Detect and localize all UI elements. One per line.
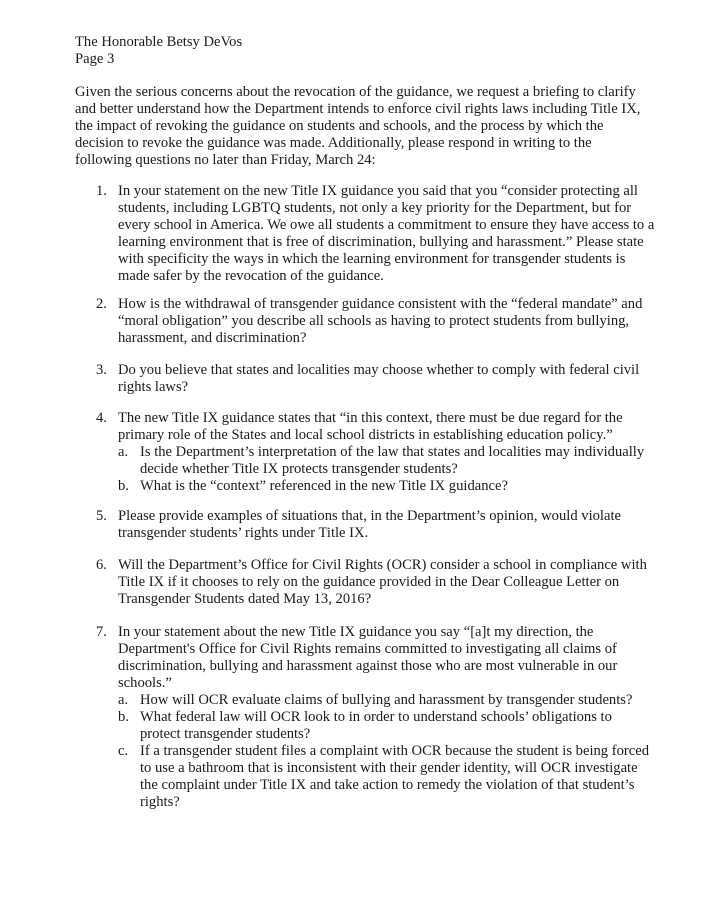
question-text: Do you believe that states and localities may choose whether to comply with federal civil rights laws? bbox=[118, 362, 640, 395]
question-number: 7. bbox=[96, 624, 107, 640]
question-text: How is the withdrawal of transgender guidance consistent with the “federal mandate” and “moral obligation” you describe all schools as having to protect students from bullying, harassment, and discrimination? bbox=[118, 296, 643, 346]
question-number: 5. bbox=[96, 508, 107, 524]
question-5 bbox=[96, 508, 656, 542]
subquestion-text: What federal law will OCR look to in order to understand schools’ obligations to protect transgender students? bbox=[140, 709, 612, 742]
subquestion-letter: b. bbox=[118, 478, 129, 494]
subquestion-7c bbox=[118, 743, 656, 811]
subquestion-4a bbox=[118, 444, 656, 478]
subquestion-letter: a. bbox=[118, 692, 129, 708]
letter-header bbox=[75, 34, 242, 68]
subquestion-text: How will OCR evaluate claims of bullying and harassment by transgender students? bbox=[140, 692, 633, 708]
question-6 bbox=[96, 557, 656, 608]
question-4 bbox=[96, 410, 656, 495]
subquestion-text: If a transgender student files a complaint with OCR because the student is being forced to use a bathroom that is inconsistent with their gender identity, will OCR investigate the complaint under Title IX and take action to remedy the violation of that student’s rights? bbox=[140, 743, 650, 810]
question-text: In your statement about the new Title IX guidance you say “[a]t my direction, the Department's Office for Civil Rights remains committed to investigating all claims of discrimination, bullying and harassment against those who are most vulnerable in our schools.” bbox=[118, 624, 618, 691]
recipient-line: The Honorable Betsy DeVos bbox=[75, 34, 243, 50]
subquestion-letter: c. bbox=[118, 743, 129, 759]
question-number: 4. bbox=[96, 410, 107, 426]
subquestion-letter: a. bbox=[118, 444, 129, 460]
question-text: In your statement on the new Title IX guidance you said that you “consider protecting all students, including LGBTQ students, not only a key priority for the Department, but for every school in America. We owe all students a commitment to ensure they have access to a learning environment that is free of discrimination, bullying and harassment.” Please state with specificity the ways in which the learning environment for transgender students is made safer by the revocation of the guidance. bbox=[118, 183, 655, 284]
question-2 bbox=[96, 296, 656, 347]
subquestion-4b bbox=[118, 478, 656, 495]
page-number: Page 3 bbox=[75, 51, 115, 67]
question-text: The new Title IX guidance states that “in this context, there must be due regard for the primary role of the States and local school districts in establishing education policy.” bbox=[118, 410, 623, 443]
question-text: Will the Department’s Office for Civil Rights (OCR) consider a school in compliance with Title IX if it chooses to rely on the guidance provided in the Dear Colleague Letter on Transgender Students dated May 13, 2016? bbox=[118, 557, 647, 607]
question-1 bbox=[96, 183, 656, 285]
question-number: 6. bbox=[96, 557, 107, 573]
subquestion-text: Is the Department’s interpretation of the law that states and localities may individually decide whether Title IX protects transgender students? bbox=[140, 444, 645, 477]
question-number: 2. bbox=[96, 296, 107, 312]
question-text: Please provide examples of situations that, in the Department’s opinion, would violate transgender students’ rights under Title IX. bbox=[118, 508, 621, 541]
subquestion-text: What is the “context” referenced in the new Title IX guidance? bbox=[140, 478, 508, 494]
question-number: 3. bbox=[96, 362, 107, 378]
subquestion-7b bbox=[118, 709, 656, 743]
subquestion-7a bbox=[118, 692, 656, 709]
question-number: 1. bbox=[96, 183, 107, 199]
subquestion-letter: b. bbox=[118, 709, 129, 725]
question-3 bbox=[96, 362, 656, 396]
intro-paragraph: Given the serious concerns about the revocation of the guidance, we request a briefing to clarify and better understand how the Department intends to enforce civil rights laws including Title IX, the impact of revoking the guidance on students and schools, and the process by which the decision to revoke the guidance was made. Additionally, please respond in writing to the following questions no later than Friday, March 24: bbox=[75, 84, 641, 168]
question-7 bbox=[96, 624, 656, 811]
